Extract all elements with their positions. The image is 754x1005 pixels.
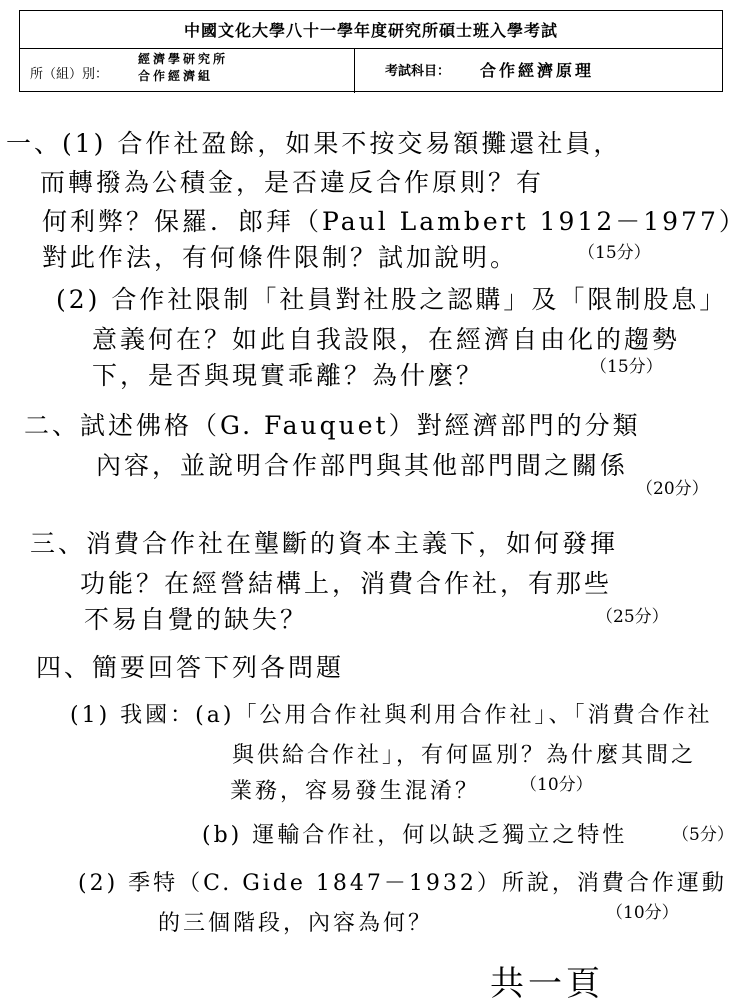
q4-heading: 四、簡要回答下列各問題 — [36, 653, 345, 682]
q3-line-3: 不易自覺的缺失？ — [84, 605, 309, 634]
department-cell — [20, 49, 355, 93]
q1-2-score: （15分） — [590, 357, 663, 377]
q4-1b-score: （5分） — [672, 825, 734, 845]
q1-1-line-2: 而轉撥為公積金，是否違反合作原則？有 — [40, 168, 545, 197]
q2-line-2: 內容，並說明合作部門與其他部門間之關係 — [96, 451, 629, 480]
exam-title: 中國文化大學八十一學年度研究所碩士班入學考試 — [20, 11, 722, 49]
department-line-2: 合作經濟組 — [138, 69, 214, 83]
q1-1-line-1: 一、(1) 合作社盈餘，如果不按交易額攤還社員， — [6, 129, 622, 158]
q3-line-2: 功能？在經營結構上，消費合作社，有那些 — [80, 569, 613, 598]
q4-1a-line-1: (1) 我國：(a)「公用合作社與利用合作社」、「消費合作社 — [70, 703, 713, 728]
q4-1a-score: （10分） — [520, 775, 593, 795]
q3-score: （25分） — [596, 607, 669, 627]
subject-value: 合作經濟原理 — [480, 61, 595, 80]
department-line-1: 經濟學研究所 — [138, 52, 229, 66]
q4-2-line-1: (2) 季特（C. Gide 1847－1932）所說，消費合作運動 — [78, 871, 727, 896]
subject-label: 考試科目： — [385, 64, 451, 79]
q1-2-line-1: (2) 合作社限制「社員對社股之認購」及「限制股息」 — [56, 285, 728, 314]
q1-1-score: （15分） — [578, 243, 651, 263]
q4-1a-line-2: 與供給合作社」，有何區別？為什麼其間之 — [232, 743, 697, 768]
q4-1a-line-3: 業務，容易發生混淆？ — [230, 779, 481, 804]
department-value — [138, 51, 228, 85]
q2-score: （20分） — [636, 479, 709, 499]
q1-2-line-2: 意義何在？如此自我設限，在經濟自由化的趨勢 — [92, 325, 681, 354]
q4-2-line-2: 的三個階段，內容為何？ — [158, 911, 434, 936]
q3-line-1: 三、消費合作社在壟斷的資本主義下，如何發揮 — [30, 529, 619, 558]
q2-line-1: 二、試述佛格（G. Fauquet）對經濟部門的分類 — [24, 411, 641, 440]
department-label: 所（組）別： — [30, 67, 109, 82]
subject-cell — [355, 49, 722, 93]
q4-2-score: （10分） — [606, 903, 679, 923]
exam-info-row — [20, 49, 722, 93]
exam-header — [19, 10, 723, 92]
q1-2-line-3: 下，是否與現實乖離？為什麼？ — [92, 361, 485, 390]
q1-1-line-4: 對此作法，有何條件限制？試加說明。 — [42, 243, 519, 272]
q4-1b-line: (b) 運輸合作社，何以缺乏獨立之特性 — [202, 823, 628, 848]
page-count-note: 共一頁 — [490, 964, 604, 1004]
q1-1-line-3: 何利弊？保羅．郎拜（Paul Lambert 1912－1977） — [42, 207, 747, 236]
